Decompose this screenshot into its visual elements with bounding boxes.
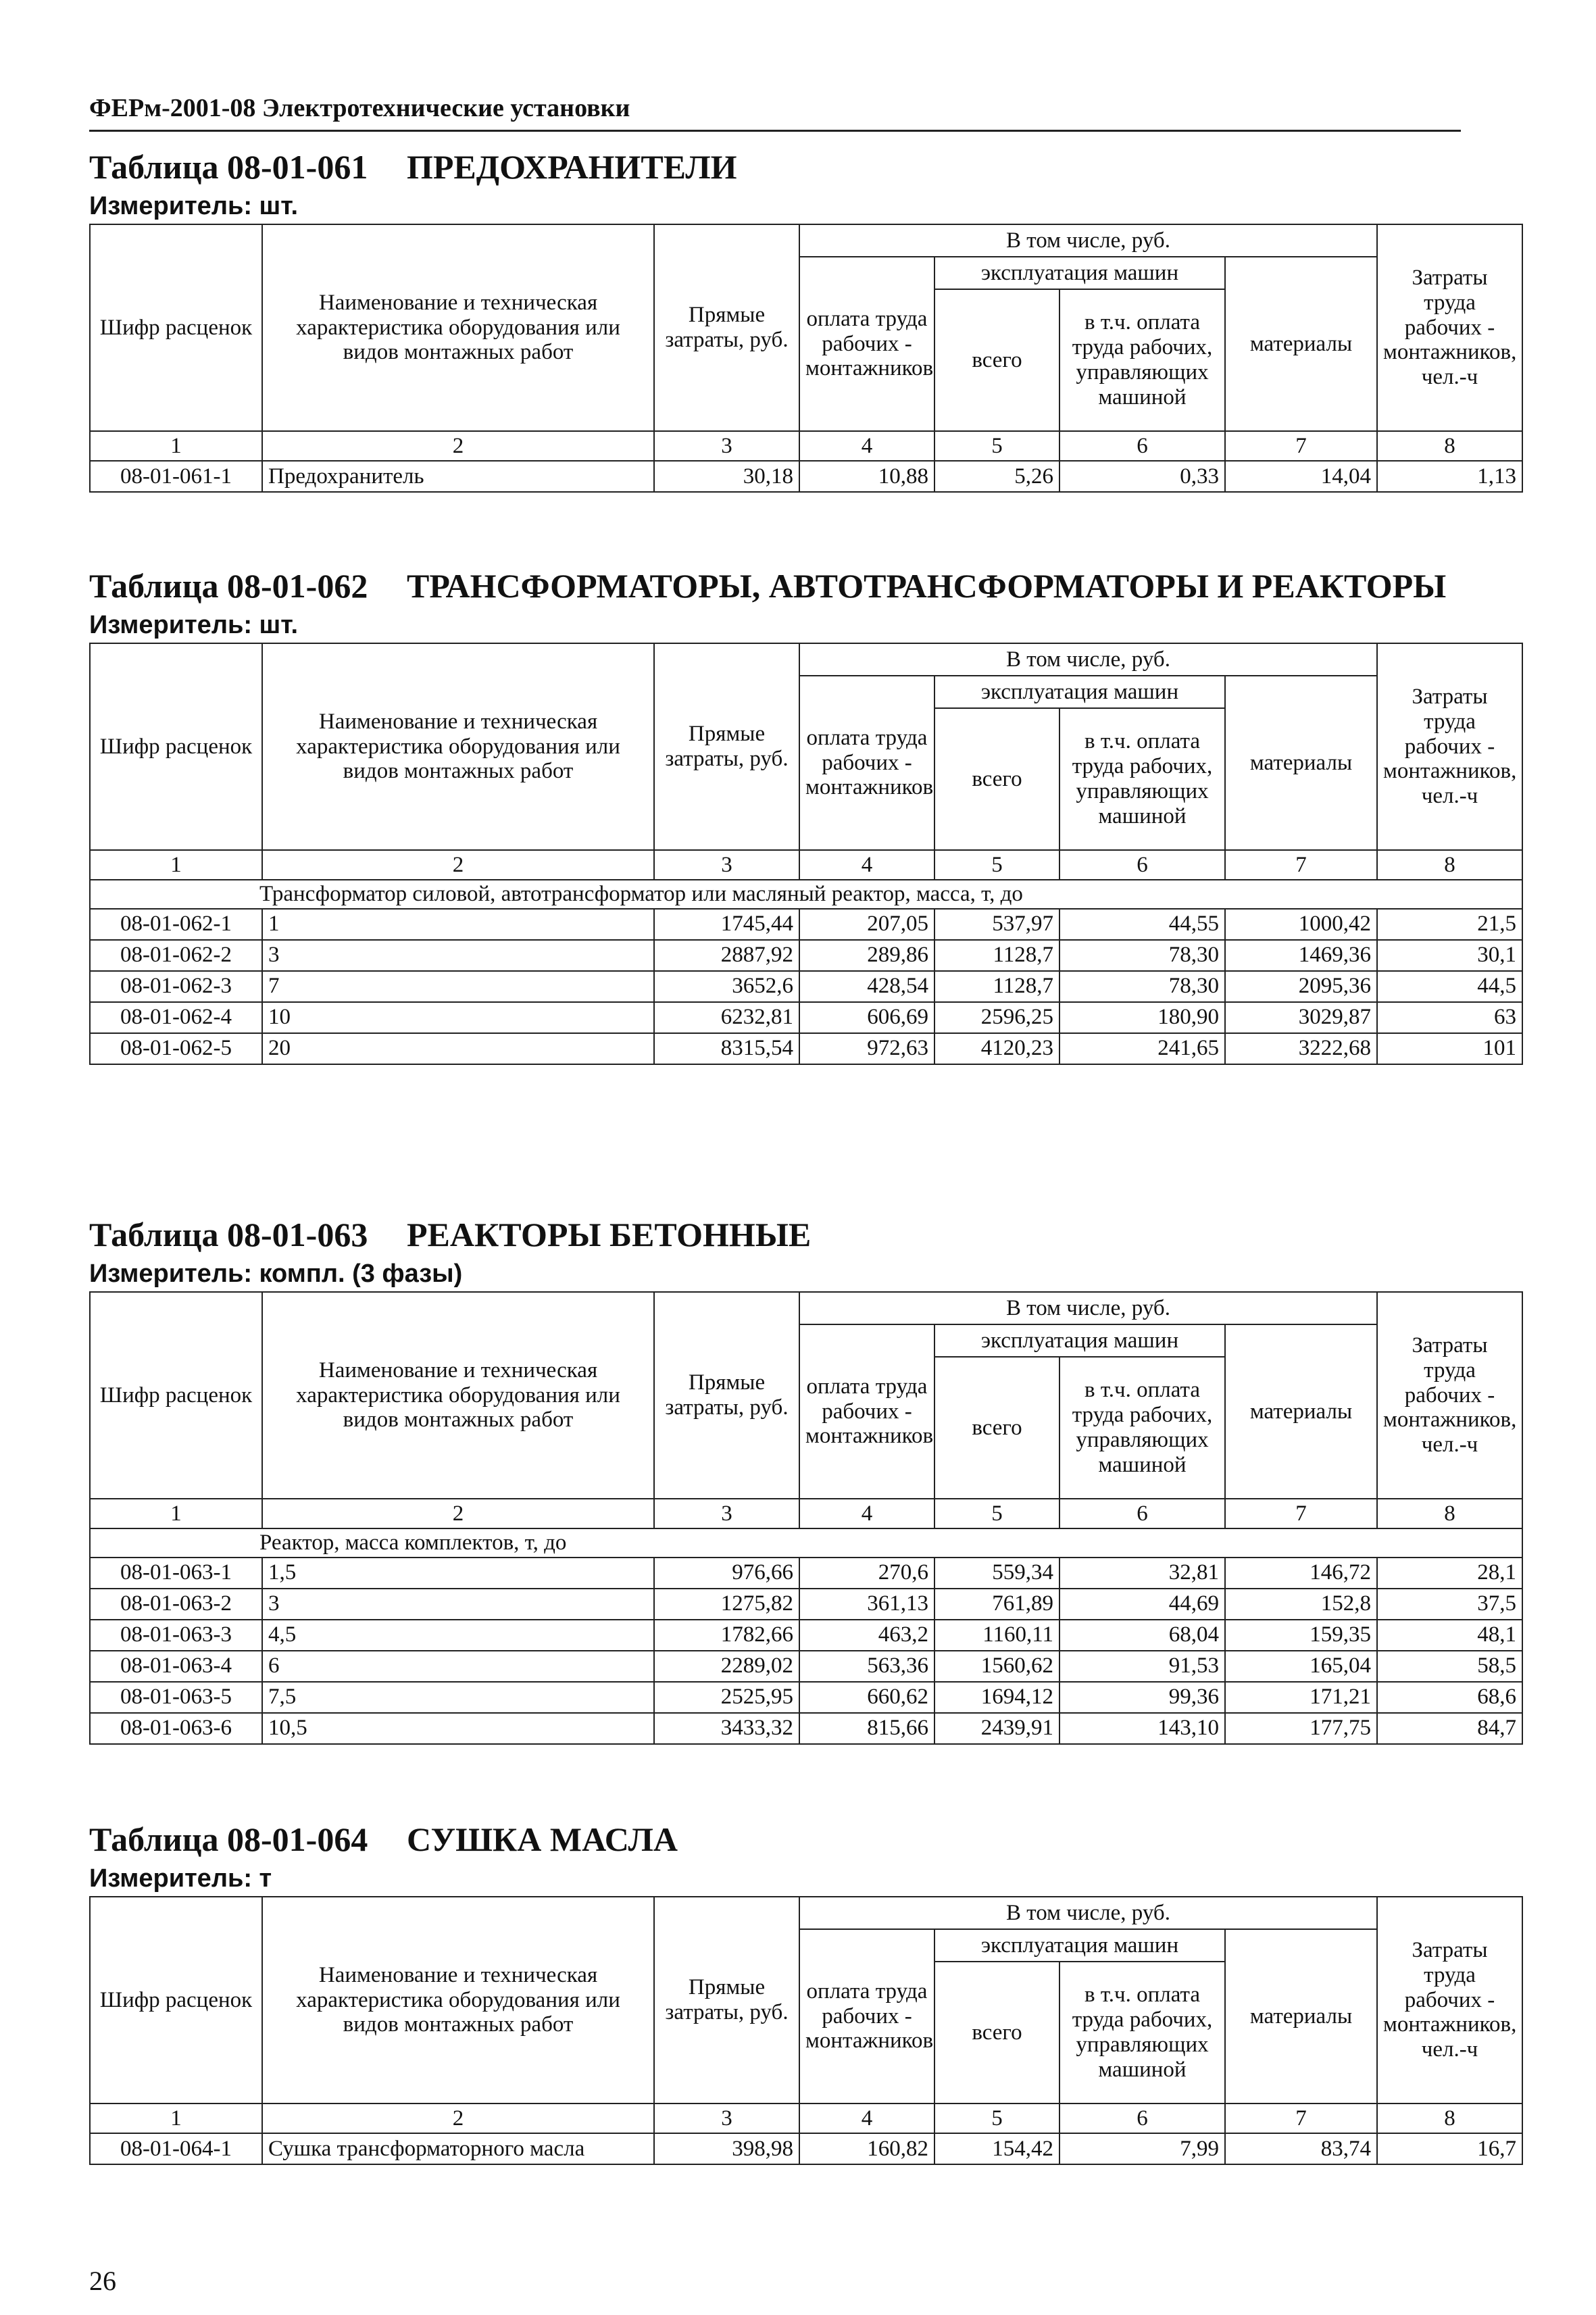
cell-wages: 270,6	[799, 1558, 934, 1589]
table-title	[89, 1213, 1522, 1256]
header-name: Наименование и техническая характеристика оборудования или видов монтажных работ	[262, 1897, 654, 2104]
cell-machines-wages: 241,65	[1059, 1033, 1225, 1064]
column-number: 3	[654, 431, 799, 461]
table-row	[90, 1033, 1522, 1064]
cell-machines-wages: 32,81	[1059, 1558, 1225, 1589]
header-machines: эксплуатация машин	[934, 257, 1225, 289]
table-heading: СУШКА МАСЛА	[407, 1820, 678, 1858]
table-row	[90, 1620, 1522, 1651]
cell-code: 08-01-063-5	[90, 1682, 262, 1713]
cell-machines-wages: 44,69	[1059, 1589, 1225, 1620]
header-direct-costs: Прямые затраты, руб.	[654, 1292, 799, 1499]
table-row	[90, 1682, 1522, 1713]
column-number-row	[90, 431, 1522, 461]
header-name: Наименование и техническая характеристика оборудования или видов монтажных работ	[262, 1292, 654, 1499]
header-code: Шифр расценок	[90, 643, 262, 850]
table-section-062	[89, 564, 1522, 1065]
column-number: 7	[1225, 2104, 1377, 2133]
header-code: Шифр расценок	[90, 1897, 262, 2104]
cell-labor-costs: 44,5	[1377, 971, 1522, 1002]
rate-table-mount	[89, 224, 1522, 493]
cell-labor-costs: 84,7	[1377, 1713, 1522, 1744]
cell-wages: 606,69	[799, 1002, 934, 1033]
header-machines-total: всего	[934, 1962, 1059, 2104]
cell-labor-costs: 16,7	[1377, 2133, 1522, 2164]
cell-machines-wages: 78,30	[1059, 940, 1225, 971]
header-machines-total: всего	[934, 1357, 1059, 1499]
group-row	[90, 1528, 1522, 1558]
table-heading: РЕАКТОРЫ БЕТОННЫЕ	[407, 1216, 812, 1253]
header-code: Шифр расценок	[90, 1292, 262, 1499]
rate-table	[89, 643, 1523, 1065]
cell-machines-wages: 7,99	[1059, 2133, 1225, 2164]
column-number-row	[90, 2104, 1522, 2133]
cell-code: 08-01-062-3	[90, 971, 262, 1002]
cell-direct-costs: 1782,66	[654, 1620, 799, 1651]
cell-labor-costs: 48,1	[1377, 1620, 1522, 1651]
cell-name: 1,5	[262, 1558, 654, 1589]
header-code: Шифр расценок	[90, 224, 262, 431]
cell-materials: 171,21	[1225, 1682, 1377, 1713]
header-wages: оплата труда рабочих - монтажников	[799, 257, 934, 431]
cell-machines-total: 1128,7	[934, 971, 1059, 1002]
rate-table	[89, 1291, 1523, 1745]
cell-machines-wages: 99,36	[1059, 1682, 1225, 1713]
cell-direct-costs: 2525,95	[654, 1682, 799, 1713]
header-including: В том числе, руб.	[799, 643, 1377, 676]
header-including: В том числе, руб.	[799, 1292, 1377, 1324]
column-number: 6	[1059, 2104, 1225, 2133]
cell-direct-costs: 30,18	[654, 461, 799, 492]
cell-labor-costs: 101	[1377, 1033, 1522, 1064]
cell-direct-costs: 398,98	[654, 2133, 799, 2164]
cell-wages: 815,66	[799, 1713, 934, 1744]
cell-name: 4,5	[262, 1620, 654, 1651]
table-row	[90, 1558, 1522, 1589]
cell-name: 6	[262, 1651, 654, 1682]
cell-wages: 463,2	[799, 1620, 934, 1651]
cell-code: 08-01-061-1	[90, 461, 262, 492]
table-section-061	[89, 145, 1522, 493]
column-number: 4	[799, 850, 934, 880]
table-row	[90, 1589, 1522, 1620]
cell-materials: 83,74	[1225, 2133, 1377, 2164]
table-section-064	[89, 1818, 1522, 2165]
cell-labor-costs: 28,1	[1377, 1558, 1522, 1589]
cell-materials: 1000,42	[1225, 909, 1377, 940]
cell-materials: 152,8	[1225, 1589, 1377, 1620]
column-number: 4	[799, 1499, 934, 1528]
column-number: 7	[1225, 1499, 1377, 1528]
column-number: 1	[90, 850, 262, 880]
table-row	[90, 1002, 1522, 1033]
column-number: 7	[1225, 850, 1377, 880]
cell-labor-costs: 1,13	[1377, 461, 1522, 492]
column-number: 5	[934, 2104, 1059, 2133]
cell-code: 08-01-062-2	[90, 940, 262, 971]
cell-direct-costs: 3433,32	[654, 1713, 799, 1744]
column-number: 2	[262, 1499, 654, 1528]
cell-machines-total: 2439,91	[934, 1713, 1059, 1744]
table-row	[90, 971, 1522, 1002]
cell-wages: 563,36	[799, 1651, 934, 1682]
cell-name: 1	[262, 909, 654, 940]
page-number: 26	[89, 2266, 116, 2296]
cell-materials: 159,35	[1225, 1620, 1377, 1651]
table-heading: ПРЕДОХРАНИТЕЛИ	[407, 148, 737, 186]
header-name: Наименование и техническая характеристика оборудования или видов монтажных работ	[262, 643, 654, 850]
cell-code: 08-01-063-4	[90, 1651, 262, 1682]
header-row	[90, 1292, 1522, 1324]
cell-direct-costs: 6232,81	[654, 1002, 799, 1033]
column-number: 8	[1377, 431, 1522, 461]
cell-machines-total: 5,26	[934, 461, 1059, 492]
header-row	[90, 643, 1522, 676]
cell-wages: 160,82	[799, 2133, 934, 2164]
header-materials: материалы	[1225, 1929, 1377, 2104]
cell-machines-wages: 91,53	[1059, 1651, 1225, 1682]
cell-name: 3	[262, 940, 654, 971]
cell-wages: 289,86	[799, 940, 934, 971]
column-number: 5	[934, 431, 1059, 461]
unit-of-measure: Измеритель: шт.	[89, 611, 299, 639]
cell-name: 7,5	[262, 1682, 654, 1713]
column-number: 3	[654, 850, 799, 880]
header-row	[90, 224, 1522, 257]
header-including: В том числе, руб.	[799, 1897, 1377, 1929]
cell-labor-costs: 68,6	[1377, 1682, 1522, 1713]
header-machines: эксплуатация машин	[934, 676, 1225, 708]
table-number: Таблица 08-01-061	[89, 148, 368, 186]
cell-materials: 3222,68	[1225, 1033, 1377, 1064]
cell-machines-total: 154,42	[934, 2133, 1059, 2164]
header-machines-total: всего	[934, 289, 1059, 431]
header-machines-wages: в т.ч. оплата труда рабочих, управляющих машиной	[1059, 708, 1225, 850]
group-caption: Реактор, масса комплектов, т, до	[90, 1528, 1522, 1558]
column-number: 6	[1059, 431, 1225, 461]
unit-of-measure: Измеритель: компл. (3 фазы)	[89, 1260, 463, 1288]
cell-name: 10	[262, 1002, 654, 1033]
table-row	[90, 2133, 1522, 2164]
header-wages: оплата труда рабочих - монтажников	[799, 1929, 934, 2104]
cell-machines-total: 4120,23	[934, 1033, 1059, 1064]
column-number: 8	[1377, 850, 1522, 880]
cell-direct-costs: 1275,82	[654, 1589, 799, 1620]
column-number: 7	[1225, 431, 1377, 461]
header-labor-costs: Затраты труда рабочих - монтажников, чел.-ч	[1377, 643, 1522, 850]
column-number: 8	[1377, 1499, 1522, 1528]
header-wages: оплата труда рабочих - монтажников	[799, 676, 934, 850]
cell-wages: 428,54	[799, 971, 934, 1002]
cell-labor-costs: 37,5	[1377, 1589, 1522, 1620]
cell-wages: 660,62	[799, 1682, 934, 1713]
cell-code: 08-01-064-1	[90, 2133, 262, 2164]
group-caption: Трансформатор силовой, автотрансформатор или масляный реактор, масса, т, до	[90, 880, 1522, 909]
column-number: 6	[1059, 850, 1225, 880]
column-number: 1	[90, 431, 262, 461]
cell-machines-wages: 180,90	[1059, 1002, 1225, 1033]
header-row	[90, 1897, 1522, 1929]
header-machines-total: всего	[934, 708, 1059, 850]
header-labor-costs: Затраты труда рабочих - монтажников, чел.-ч	[1377, 1292, 1522, 1499]
column-number: 4	[799, 431, 934, 461]
cell-wages: 207,05	[799, 909, 934, 940]
table-section-063	[89, 1213, 1522, 1745]
header-materials: материалы	[1225, 1324, 1377, 1499]
cell-machines-total: 1694,12	[934, 1682, 1059, 1713]
rate-table	[89, 224, 1523, 493]
cell-direct-costs: 976,66	[654, 1558, 799, 1589]
column-number: 8	[1377, 2104, 1522, 2133]
column-number: 4	[799, 2104, 934, 2133]
table-row	[90, 1713, 1522, 1744]
cell-labor-costs: 63	[1377, 1002, 1522, 1033]
table-title	[89, 1818, 1522, 1861]
cell-machines-wages: 44,55	[1059, 909, 1225, 940]
rate-table-mount	[89, 643, 1522, 1065]
header-including: В том числе, руб.	[799, 224, 1377, 257]
rate-table-mount	[89, 1896, 1522, 2165]
cell-labor-costs: 30,1	[1377, 940, 1522, 971]
header-machines-wages: в т.ч. оплата труда рабочих, управляющих машиной	[1059, 1962, 1225, 2104]
column-number: 5	[934, 1499, 1059, 1528]
cell-machines-wages: 0,33	[1059, 461, 1225, 492]
cell-direct-costs: 3652,6	[654, 971, 799, 1002]
header-labor-costs: Затраты труда рабочих - монтажников, чел.-ч	[1377, 224, 1522, 431]
column-number: 5	[934, 850, 1059, 880]
running-header: ФЕРм-2001-08 Электротехнические установки	[89, 93, 1461, 132]
cell-name: Сушка трансформаторного масла	[262, 2133, 654, 2164]
header-direct-costs: Прямые затраты, руб.	[654, 643, 799, 850]
cell-name: 7	[262, 971, 654, 1002]
cell-materials: 177,75	[1225, 1713, 1377, 1744]
cell-direct-costs: 2289,02	[654, 1651, 799, 1682]
cell-machines-total: 761,89	[934, 1589, 1059, 1620]
unit-of-measure: Измеритель: т	[89, 1864, 272, 1893]
header-direct-costs: Прямые затраты, руб.	[654, 224, 799, 431]
cell-name: Предохранитель	[262, 461, 654, 492]
table-number: Таблица 08-01-064	[89, 1820, 368, 1858]
column-number-row	[90, 850, 1522, 880]
rate-table-mount	[89, 1291, 1522, 1745]
column-number: 1	[90, 1499, 262, 1528]
header-direct-costs: Прямые затраты, руб.	[654, 1897, 799, 2104]
cell-direct-costs: 2887,92	[654, 940, 799, 971]
header-materials: материалы	[1225, 257, 1377, 431]
column-number: 1	[90, 2104, 262, 2133]
cell-name: 3	[262, 1589, 654, 1620]
cell-machines-total: 1128,7	[934, 940, 1059, 971]
column-number: 2	[262, 431, 654, 461]
group-row	[90, 880, 1522, 909]
cell-materials: 14,04	[1225, 461, 1377, 492]
header-machines-wages: в т.ч. оплата труда рабочих, управляющих машиной	[1059, 289, 1225, 431]
cell-machines-total: 1160,11	[934, 1620, 1059, 1651]
cell-code: 08-01-063-6	[90, 1713, 262, 1744]
cell-materials: 146,72	[1225, 1558, 1377, 1589]
column-number: 3	[654, 2104, 799, 2133]
table-number: Таблица 08-01-062	[89, 567, 368, 605]
cell-code: 08-01-063-1	[90, 1558, 262, 1589]
cell-machines-total: 1560,62	[934, 1651, 1059, 1682]
column-number: 3	[654, 1499, 799, 1528]
header-name: Наименование и техническая характеристика оборудования или видов монтажных работ	[262, 224, 654, 431]
cell-code: 08-01-063-2	[90, 1589, 262, 1620]
cell-wages: 10,88	[799, 461, 934, 492]
table-row	[90, 1651, 1522, 1682]
unit-of-measure: Измеритель: шт.	[89, 192, 299, 220]
table-row	[90, 940, 1522, 971]
cell-labor-costs: 58,5	[1377, 1651, 1522, 1682]
header-machines-wages: в т.ч. оплата труда рабочих, управляющих машиной	[1059, 1357, 1225, 1499]
cell-wages: 361,13	[799, 1589, 934, 1620]
cell-machines-wages: 68,04	[1059, 1620, 1225, 1651]
column-number-row	[90, 1499, 1522, 1528]
cell-code: 08-01-062-5	[90, 1033, 262, 1064]
column-number: 2	[262, 2104, 654, 2133]
header-wages: оплата труда рабочих - монтажников	[799, 1324, 934, 1499]
cell-machines-total: 2596,25	[934, 1002, 1059, 1033]
cell-wages: 972,63	[799, 1033, 934, 1064]
cell-name: 20	[262, 1033, 654, 1064]
cell-machines-total: 559,34	[934, 1558, 1059, 1589]
rate-table	[89, 1896, 1523, 2165]
table-heading: ТРАНСФОРМАТОРЫ, АВТОТРАНСФОРМАТОРЫ И РЕАКТОРЫ	[407, 567, 1447, 605]
cell-machines-total: 537,97	[934, 909, 1059, 940]
table-row	[90, 909, 1522, 940]
cell-code: 08-01-062-4	[90, 1002, 262, 1033]
header-labor-costs: Затраты труда рабочих - монтажников, чел.-ч	[1377, 1897, 1522, 2104]
header-machines: эксплуатация машин	[934, 1324, 1225, 1357]
table-row	[90, 461, 1522, 492]
cell-materials: 165,04	[1225, 1651, 1377, 1682]
cell-direct-costs: 1745,44	[654, 909, 799, 940]
cell-name: 10,5	[262, 1713, 654, 1744]
table-title	[89, 145, 1522, 189]
cell-code: 08-01-062-1	[90, 909, 262, 940]
column-number: 2	[262, 850, 654, 880]
cell-materials: 1469,36	[1225, 940, 1377, 971]
cell-direct-costs: 8315,54	[654, 1033, 799, 1064]
cell-materials: 3029,87	[1225, 1002, 1377, 1033]
table-title	[89, 564, 1522, 607]
header-machines: эксплуатация машин	[934, 1929, 1225, 1962]
cell-materials: 2095,36	[1225, 971, 1377, 1002]
header-materials: материалы	[1225, 676, 1377, 850]
cell-labor-costs: 21,5	[1377, 909, 1522, 940]
table-number: Таблица 08-01-063	[89, 1216, 368, 1253]
cell-code: 08-01-063-3	[90, 1620, 262, 1651]
column-number: 6	[1059, 1499, 1225, 1528]
cell-machines-wages: 78,30	[1059, 971, 1225, 1002]
cell-machines-wages: 143,10	[1059, 1713, 1225, 1744]
